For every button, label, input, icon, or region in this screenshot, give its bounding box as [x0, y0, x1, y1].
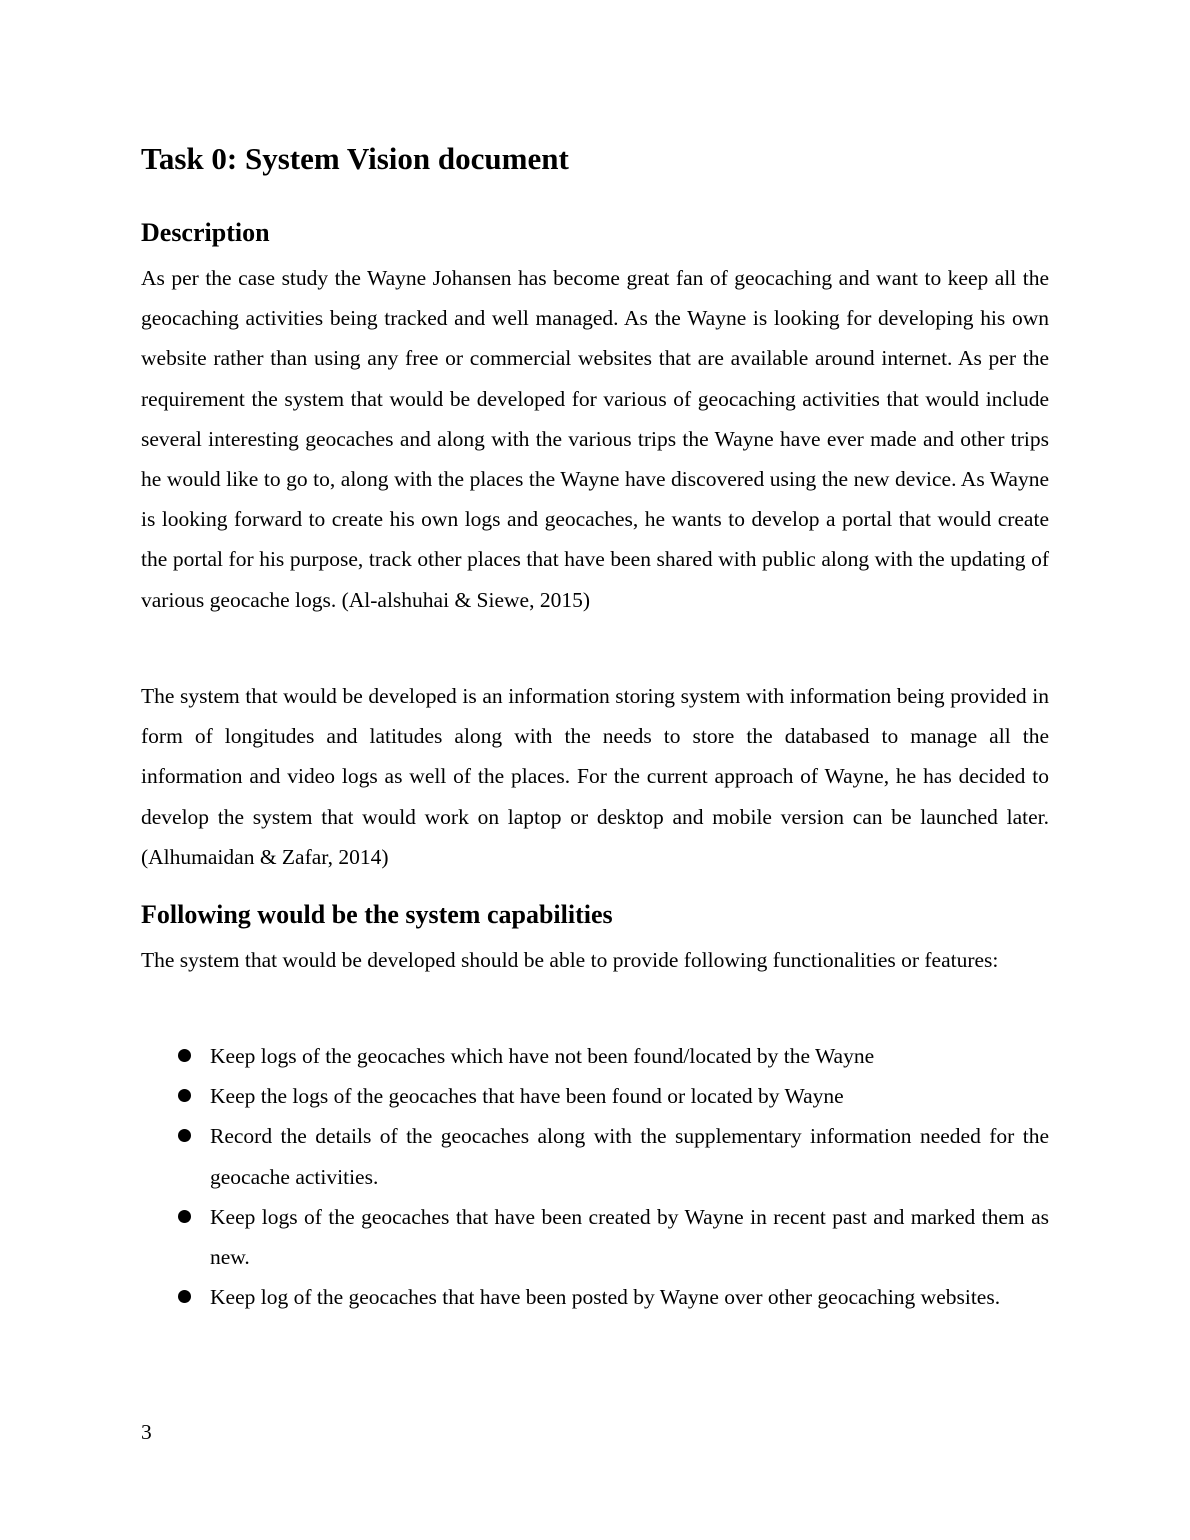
description-heading: Description: [141, 218, 270, 247]
capability-text: Keep log of the geocaches that have been posted by Wayne over other geocaching websites.: [210, 1285, 1001, 1310]
capability-text: Record the details of the geocaches along with the supplementary information needed for the geocache activities.: [210, 1124, 1049, 1189]
bullet-icon: [178, 1210, 191, 1223]
capabilities-list: [141, 1036, 1049, 1317]
bullet-icon: [178, 1129, 191, 1142]
description-paragraph-1: As per the case study the Wayne Johansen has become great fan of geocaching and want to keep all the geocaching activities being tracked and well managed. As the Wayne is looking for developing his own website rather than using any free or commercial websites that are available around internet. As per the requirement the system that would be developed for various of geocaching activities that would include several interesting geocaches and along with the various trips the Wayne have ever made and other trips he would like to go to, along with the places the Wayne have discovered using the new device. As Wayne is looking forward to create his own logs and geocaches, he wants to develop a portal that would create the portal for his purpose, track other places that have been shared with public along with the updating of various geocache logs. (Al-alshuhai & Siewe, 2015): [141, 266, 1049, 612]
page-number: 3: [141, 1420, 152, 1444]
bullet-icon: [178, 1089, 191, 1102]
capabilities-heading: Following would be the system capabilities: [141, 900, 613, 929]
capability-item: [141, 1036, 1049, 1076]
document-title: Task 0: System Vision document: [141, 141, 569, 176]
bullet-icon: [178, 1049, 191, 1062]
capability-item: [141, 1076, 1049, 1116]
capability-item: [141, 1197, 1049, 1277]
capability-item: [141, 1277, 1049, 1317]
capability-text: Keep logs of the geocaches that have been created by Wayne in recent past and marked them as new.: [210, 1204, 1049, 1270]
capability-item: [141, 1116, 1049, 1196]
capability-text: Keep the logs of the geocaches that have been found or located by Wayne: [210, 1084, 844, 1109]
capability-text: Keep logs of the geocaches which have not been found/located by the Wayne: [210, 1044, 875, 1068]
bullet-icon: [178, 1290, 191, 1303]
capabilities-intro: The system that would be developed should be able to provide following functionalities or features:: [141, 948, 999, 972]
description-paragraph-2: The system that would be developed is an information storing system with information being provided in form of longitudes and latitudes along with the needs to store the databased to manage all the information and video logs as well of the places. For the current approach of Wayne, he has decided to develop the system that would work on laptop or desktop and mobile version can be launched later. (Alhumaidan & Zafar, 2014): [141, 684, 1049, 869]
